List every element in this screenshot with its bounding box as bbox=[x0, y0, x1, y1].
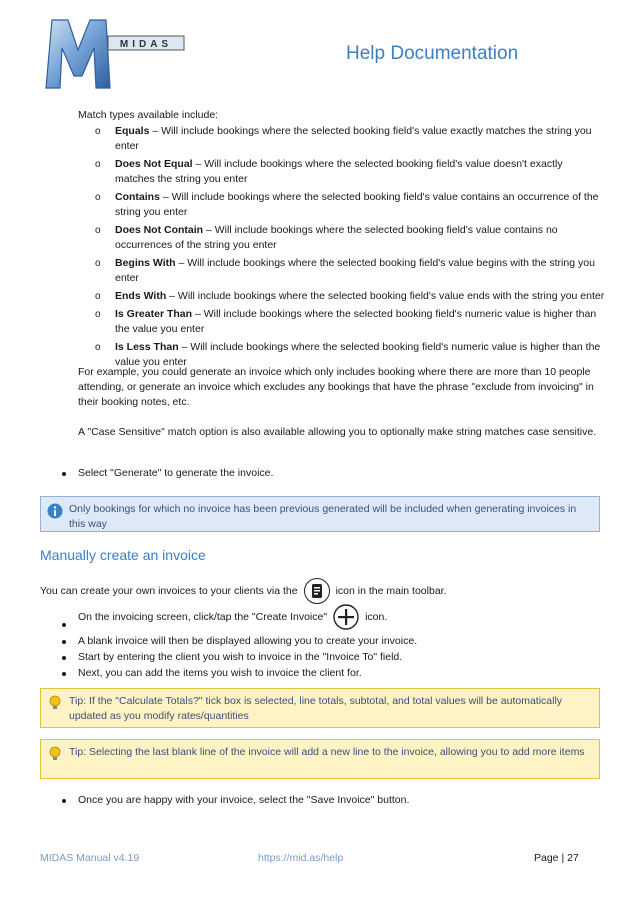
tip-totals bbox=[40, 688, 600, 728]
match-desc: – Will include bookings where the selected booking field's value begins with the string you enter bbox=[115, 257, 595, 284]
midas-logo-graphic bbox=[38, 14, 188, 94]
match-term: Is Less Than bbox=[115, 341, 179, 353]
bullet-icon bbox=[62, 793, 78, 808]
match-term: Begins With bbox=[115, 257, 176, 269]
match-term: Does Not Contain bbox=[115, 224, 204, 236]
match-desc: – Will include bookings where the selected booking field's value contains no occurrences of the string you enter bbox=[115, 224, 558, 251]
list-item bbox=[95, 124, 605, 154]
midas-logo bbox=[38, 14, 188, 94]
match-term: Ends With bbox=[115, 290, 167, 302]
circle-bullet-icon: o bbox=[95, 159, 101, 170]
create-invoice-list bbox=[62, 604, 602, 682]
match-term: Contains bbox=[115, 191, 160, 203]
circle-bullet-icon: o bbox=[95, 258, 101, 269]
bullet-icon bbox=[62, 650, 78, 665]
section-heading: Manually create an invoice bbox=[40, 547, 206, 563]
list-item: On the invoicing screen, click/tap the "Create Invoice" icon. bbox=[62, 604, 602, 630]
tip-text: Tip: If the "Calculate Totals?" tick box is selected, line totals, subtotal, and total values will be automatically updated as you modify rates/quantities bbox=[69, 695, 563, 722]
generate-list bbox=[62, 466, 602, 482]
match-term: Equals bbox=[115, 125, 150, 137]
circle-bullet-icon: o bbox=[95, 342, 101, 353]
match-term: Is Greater Than bbox=[115, 308, 193, 320]
info-icon bbox=[47, 503, 63, 519]
tip-text: Tip: Selecting the last blank line of the invoice will add a new line to the invoice, allowing you to add more items bbox=[69, 746, 585, 758]
list-item: Select "Generate" to generate the invoice. bbox=[62, 466, 602, 481]
match-desc: – Will include bookings where the selected booking field's value doesn't exactly matches the string you enter bbox=[115, 158, 563, 185]
list-item bbox=[95, 157, 605, 187]
list-item bbox=[95, 190, 605, 220]
match-types-intro: Match types available include: bbox=[78, 109, 219, 121]
page-title: Help Documentation bbox=[346, 43, 519, 64]
bullet-icon bbox=[62, 634, 78, 649]
bullet-icon bbox=[62, 466, 78, 481]
match-desc: – Will include bookings where the selected booking field's value contains an occurrence of the string you enter bbox=[115, 191, 599, 218]
list-item: Next, you can add the items you wish to invoice the client for. bbox=[62, 666, 602, 681]
tip-blank-line bbox=[40, 739, 600, 779]
match-desc: – Will include bookings where the selected booking field's value ends with the string you enter bbox=[166, 290, 605, 302]
match-term: Does Not Equal bbox=[115, 158, 193, 170]
lightbulb-icon bbox=[47, 695, 63, 711]
circle-bullet-icon: o bbox=[95, 126, 101, 137]
match-types-list bbox=[95, 124, 605, 373]
list-item bbox=[95, 307, 605, 337]
list-item: A blank invoice will then be displayed allowing you to create your invoice. bbox=[62, 634, 602, 649]
match-desc: – Will include bookings where the selected booking field's value exactly matches the string you enter bbox=[115, 125, 592, 152]
match-desc: – Will include bookings where the selected booking field's numeric value is higher than the value you enter bbox=[115, 341, 601, 368]
info-note-text: Only bookings for which no invoice has been previous generated will be included when generating invoices in this way bbox=[69, 503, 577, 530]
circle-bullet-icon: o bbox=[95, 225, 101, 236]
footer-manual-version: MIDAS Manual v4.19 bbox=[40, 852, 140, 864]
circle-bullet-icon: o bbox=[95, 192, 101, 203]
circle-bullet-icon: o bbox=[95, 291, 101, 302]
list-item bbox=[95, 256, 605, 286]
match-desc: – Will include bookings where the selected booking field's numeric value is higher than the value you enter bbox=[115, 308, 597, 335]
bullet-icon bbox=[62, 666, 78, 681]
footer-url[interactable]: https://mid.as/help bbox=[258, 852, 344, 864]
example-paragraph: For example, you could generate an invoice which only includes booking where there are more than 10 people attending, or generate an invoice which excludes any bookings that have the phrase "exclude from invoicing" in their booking notes, etc. bbox=[78, 366, 594, 408]
info-note bbox=[40, 496, 600, 532]
list-item: Once you are happy with your invoice, select the "Save Invoice" button. bbox=[62, 793, 602, 808]
case-sensitive-paragraph: A "Case Sensitive" match option is also available allowing you to optionally make string matches case sensitive. bbox=[78, 426, 597, 438]
list-item bbox=[95, 223, 605, 253]
lightbulb-icon bbox=[47, 746, 63, 762]
svg-text:MIDAS: MIDAS bbox=[119, 39, 173, 50]
footer-page-number: Page | 27 bbox=[534, 852, 579, 864]
list-item: Start by entering the client you wish to invoice in the "Invoice To" field. bbox=[62, 650, 602, 665]
save-list bbox=[62, 793, 602, 809]
list-item bbox=[95, 289, 605, 304]
invoice-toolbar-icon bbox=[304, 578, 330, 604]
circle-bullet-icon: o bbox=[95, 309, 101, 320]
manual-intro-line: You can create your own invoices to your clients via the icon in the main toolbar. bbox=[40, 578, 447, 604]
plus-circle-icon bbox=[333, 604, 359, 630]
